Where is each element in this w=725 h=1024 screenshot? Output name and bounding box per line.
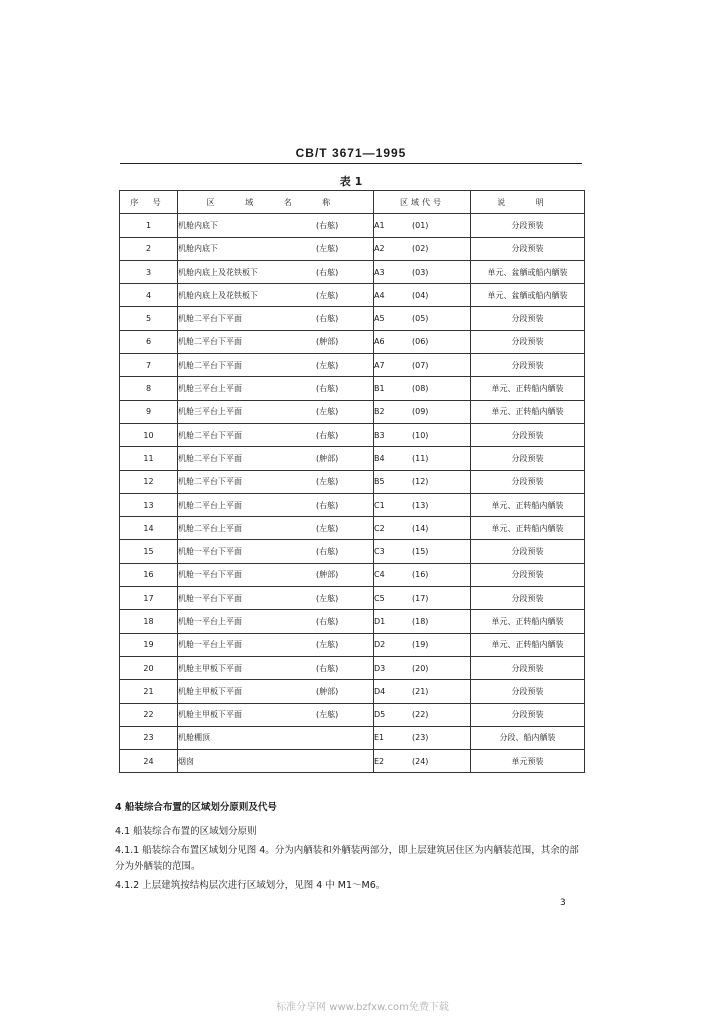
zone-code-number: (07) [412,360,429,370]
zone-table-body [120,214,585,773]
zone-code-number: (23) [412,733,429,743]
zone-name-cell [178,610,374,633]
table-row [120,680,585,703]
zone-side: (左舷) [316,640,339,650]
zone-code-number: (03) [412,267,429,277]
zone-code: E2 [374,756,385,766]
row-number: 7 [120,354,178,377]
row-number: 15 [120,540,178,563]
row-number: 1 [120,214,178,237]
row-number: 13 [120,493,178,516]
zone-note: 单元、盆舾或船内舾装 [471,260,585,283]
row-number: 14 [120,517,178,540]
zone-code: D1 [374,616,386,626]
zone-code-cell [374,633,471,656]
zone-side: (右舷) [316,430,339,440]
col-header-note: 说 明 [471,191,585,214]
table-row [120,587,585,610]
zone-note: 分段预装 [471,680,585,703]
table-row [120,750,585,773]
zone-code-number: (22) [412,710,429,720]
table-row [120,470,585,493]
zone-code: A5 [374,314,385,324]
zone-name-cell [178,656,374,679]
zone-side: (左舷) [316,360,339,370]
table-row [120,284,585,307]
zone-name-cell [178,517,374,540]
zone-side: (右舷) [316,384,339,394]
row-number: 10 [120,423,178,446]
zone-code-cell [374,587,471,610]
zone-code-cell [374,563,471,586]
zone-code-cell [374,726,471,749]
zone-note: 分段预装 [471,330,585,353]
zone-code-cell [374,354,471,377]
zone-code: D3 [374,663,386,673]
zone-side: (左舷) [316,407,339,417]
zone-side: (舯部) [316,337,339,347]
zone-note: 单元、盆舾或船内舾装 [471,284,585,307]
zone-note: 分段预装 [471,354,585,377]
zone-code: C4 [374,570,385,580]
zone-code-cell [374,260,471,283]
zone-code: C2 [374,523,385,533]
zone-code-cell [374,493,471,516]
zone-code: C5 [374,593,385,603]
zone-code-number: (06) [412,337,429,347]
table-row [120,633,585,656]
zone-code-number: (10) [412,430,429,440]
zone-code-cell [374,284,471,307]
table-row [120,517,585,540]
zone-side: (左舷) [316,290,339,300]
row-number: 17 [120,587,178,610]
zone-name-cell [178,587,374,610]
zone-side: (左舷) [316,523,339,533]
zone-code-number: (19) [412,640,429,650]
zone-code-number: (24) [412,756,429,766]
zone-note: 分段预装 [471,307,585,330]
zone-code-cell [374,423,471,446]
zone-code: D5 [374,710,386,720]
zone-name: 机舱三平台上平面 [178,407,242,417]
zone-note: 分段预装 [471,423,585,446]
zone-side: (左舷) [316,593,339,603]
zone-name-cell [178,423,374,446]
zone-code-number: (08) [412,384,429,394]
zone-name: 机舱二平台下平面 [178,314,242,324]
table-row [120,330,585,353]
zone-note: 单元、正转船内舾装 [471,377,585,400]
table-row [120,354,585,377]
zone-name: 机舱三平台上平面 [178,384,242,394]
zone-side: (右舷) [316,663,339,673]
section-4-1-1-text: 4.1.1 船装综合布置区域划分见图 4。分为内舾装和外舾装两部分，即上层建筑居住区为内舾装范围，其余的部分为外舾装的范围。 [115,845,579,872]
zone-code-number: (04) [412,290,429,300]
zone-name-cell [178,400,374,423]
zone-side: (右舷) [316,616,339,626]
zone-name: 机舱内底上及花铁板下 [178,290,258,300]
header-divider [120,163,582,164]
zone-name: 机舱二平台下平面 [178,477,242,487]
zone-code: B2 [374,407,385,417]
row-number: 8 [120,377,178,400]
zone-name: 机舱二平台下平面 [178,453,242,463]
table-row [120,493,585,516]
standard-code-header: CB/T 3671—1995 [295,146,407,160]
zone-name-cell [178,470,374,493]
zone-code-cell [374,307,471,330]
zone-table [119,190,585,773]
zone-code-number: (02) [412,244,429,254]
section-4-1-title: 4.1 船装综合布置的区域划分原则 [115,826,257,837]
zone-note: 分段预装 [471,656,585,679]
zone-name-cell [178,307,374,330]
zone-name: 机舱内底下 [178,220,218,230]
section-4-title: 4 船装综合布置的区域划分原则及代号 [115,802,277,813]
footer-watermark: 标准分享网 www.bzfxw.com免费下载 [276,1002,449,1013]
zone-name: 机舱二平台下平面 [178,360,242,370]
zone-side: (左舷) [316,244,339,254]
zone-code-number: (13) [412,500,429,510]
zone-code: B1 [374,384,385,394]
zone-side: (舯部) [316,453,339,463]
zone-code-cell [374,330,471,353]
zone-code: D4 [374,686,386,696]
zone-side: (右舷) [316,314,339,324]
zone-note: 单元、正转船内舾装 [471,633,585,656]
zone-note: 分段、船内舾装 [471,726,585,749]
zone-code-number: (11) [412,453,429,463]
table-row [120,447,585,470]
zone-code-cell [374,656,471,679]
zone-name-cell [178,214,374,237]
zone-code-number: (15) [412,547,429,557]
zone-side: (左舷) [316,710,339,720]
zone-code-cell [374,237,471,260]
row-number: 16 [120,563,178,586]
col-header-name: 区 域 名 称 [178,191,374,214]
zone-name-cell [178,750,374,773]
zone-note: 分段预装 [471,563,585,586]
table-row [120,377,585,400]
table-row [120,610,585,633]
zone-name: 机舱一平台上平面 [178,616,242,626]
zone-name-cell [178,680,374,703]
zone-name: 机舱一平台下平面 [178,547,242,557]
zone-name: 机舱主甲板下平面 [178,710,242,720]
zone-code-cell [374,400,471,423]
table-row [120,540,585,563]
zone-code-cell [374,610,471,633]
zone-code: A2 [374,244,385,254]
zone-note: 分段预装 [471,587,585,610]
page-number: 3 [560,898,566,908]
table-row [120,400,585,423]
zone-code-cell [374,703,471,726]
table-row [120,307,585,330]
row-number: 12 [120,470,178,493]
zone-name: 机舱一平台下平面 [178,570,242,580]
row-number: 4 [120,284,178,307]
col-header-code: 区域代号 [374,191,471,214]
col-header-no: 序 号 [120,191,178,214]
zone-name-cell [178,493,374,516]
zone-name-cell [178,703,374,726]
zone-note: 单元、正转船内舾装 [471,610,585,633]
zone-name-cell [178,540,374,563]
zone-code-cell [374,680,471,703]
zone-code-number: (16) [412,570,429,580]
zone-code: A3 [374,267,385,277]
zone-side: (舯部) [316,570,339,580]
row-number: 21 [120,680,178,703]
zone-code-number: (14) [412,523,429,533]
table-row [120,260,585,283]
table-row [120,563,585,586]
zone-code-number: (05) [412,314,429,324]
zone-name: 机舱二平台上平面 [178,523,242,533]
zone-note: 单元、正转船内舾装 [471,400,585,423]
zone-name-cell [178,354,374,377]
zone-code-number: (21) [412,686,429,696]
zone-name: 机舱一平台上平面 [178,640,242,650]
zone-code-number: (17) [412,593,429,603]
zone-name: 机舱主甲板下平面 [178,686,242,696]
zone-note: 分段预装 [471,470,585,493]
row-number: 22 [120,703,178,726]
row-number: 9 [120,400,178,423]
zone-code: B3 [374,430,385,440]
table-row [120,726,585,749]
zone-code-cell [374,517,471,540]
zone-note: 单元、正转船内舾装 [471,517,585,540]
zone-name-cell [178,377,374,400]
table-row [120,656,585,679]
row-number: 6 [120,330,178,353]
zone-code-number: (01) [412,220,429,230]
zone-code: B5 [374,477,385,487]
table-header-row [120,191,585,214]
zone-note: 单元预装 [471,750,585,773]
zone-name-cell [178,330,374,353]
zone-code: A7 [374,360,385,370]
zone-code-number: (18) [412,616,429,626]
zone-code-cell [374,540,471,563]
zone-code: A6 [374,337,385,347]
zone-code: A4 [374,290,385,300]
zone-code: B4 [374,453,385,463]
zone-code-cell [374,214,471,237]
zone-code: D2 [374,640,386,650]
zone-side: (右舷) [316,267,339,277]
zone-name: 机舱二平台下平面 [178,337,242,347]
table-row [120,237,585,260]
row-number: 2 [120,237,178,260]
zone-note: 分段预装 [471,703,585,726]
zone-note: 分段预装 [471,447,585,470]
zone-name-cell [178,563,374,586]
row-number: 18 [120,610,178,633]
row-number: 23 [120,726,178,749]
zone-name-cell [178,447,374,470]
zone-code: A1 [374,220,385,230]
section-4-1-2-text: 4.1.2 上层建筑按结构层次进行区域划分，见图 4 中 M1～M6。 [115,880,386,891]
zone-code: C3 [374,547,385,557]
zone-side: (舯部) [316,686,339,696]
zone-side: (右舷) [316,547,339,557]
zone-side: (右舷) [316,220,339,230]
zone-note: 单元、正转船内舾装 [471,493,585,516]
zone-name-cell [178,726,374,749]
row-number: 11 [120,447,178,470]
zone-name-cell [178,237,374,260]
row-number: 24 [120,750,178,773]
zone-side: (右舷) [316,500,339,510]
zone-note: 分段预装 [471,214,585,237]
zone-code-cell [374,377,471,400]
zone-code-number: (09) [412,407,429,417]
zone-note: 分段预装 [471,540,585,563]
zone-code: C1 [374,500,385,510]
zone-code-number: (12) [412,477,429,487]
zone-name: 机舱主甲板下平面 [178,663,242,673]
zone-name-cell [178,633,374,656]
zone-code: E1 [374,733,385,743]
table-row [120,703,585,726]
zone-name-cell [178,260,374,283]
zone-name: 机舱二平台上平面 [178,500,242,510]
row-number: 3 [120,260,178,283]
zone-code-cell [374,447,471,470]
row-number: 20 [120,656,178,679]
zone-name: 机舱二平台下平面 [178,430,242,440]
zone-name: 机舱内底下 [178,244,218,254]
table-row [120,423,585,446]
zone-name-cell [178,284,374,307]
zone-note: 分段预装 [471,237,585,260]
table-row [120,214,585,237]
zone-name: 烟囱 [178,756,194,766]
row-number: 19 [120,633,178,656]
zone-name: 机舱棚顶 [178,733,210,743]
zone-code-number: (20) [412,663,429,673]
zone-side: (左舷) [316,477,339,487]
zone-name: 机舱内底上及花铁板下 [178,267,258,277]
table-caption: 表 1 [339,175,363,188]
zone-code-cell [374,470,471,493]
zone-name: 机舱一平台下平面 [178,593,242,603]
row-number: 5 [120,307,178,330]
zone-code-cell [374,750,471,773]
